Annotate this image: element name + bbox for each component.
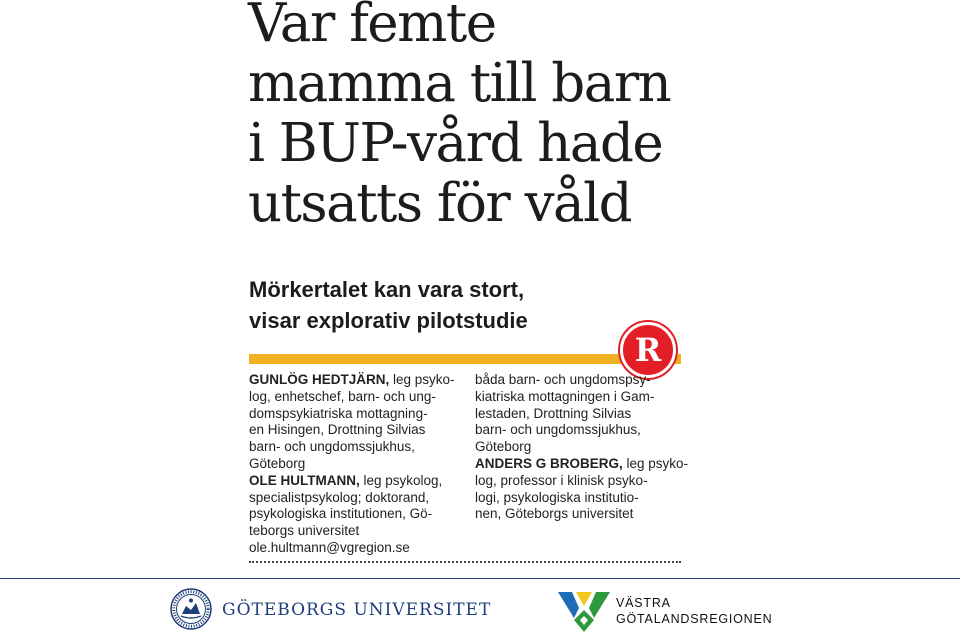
vastra-gotalandsregionen-logo-icon xyxy=(556,588,612,634)
dotted-divider xyxy=(249,561,681,563)
column-text-line xyxy=(475,490,685,507)
author-description: båda barn- och ungdomspsy- xyxy=(475,372,651,387)
column-text-line xyxy=(475,473,685,490)
author-description: leg psyko- xyxy=(389,372,455,387)
column-text-line xyxy=(475,372,685,389)
author-description: leg psyko- xyxy=(622,455,689,471)
author-description: kiatriska mottagningen i Gam- xyxy=(475,388,655,404)
subheadline-line: visar explorativ pilotstudie xyxy=(249,308,528,333)
author-description: log, enhetschef, barn- och ung- xyxy=(249,388,436,404)
author-description: specialistpsykolog; doktorand, xyxy=(249,489,430,505)
author-description: lestaden, Drottning Silvias xyxy=(475,405,632,421)
author-name: OLE HULTMANN, xyxy=(249,472,360,488)
region-name-line: GÖTALANDSREGIONEN xyxy=(616,612,773,626)
headline-line: mamma till barn xyxy=(248,53,671,114)
column-text-line xyxy=(475,439,685,456)
column-text-line xyxy=(249,406,464,423)
article-headline xyxy=(248,0,708,234)
author-description: teborgs universitet xyxy=(249,523,360,539)
author-description: Göteborg xyxy=(475,439,532,455)
badge-letter: R xyxy=(634,331,662,369)
subheadline-line: Mörkertalet kan vara stort, xyxy=(249,277,525,302)
accent-rule xyxy=(249,354,681,364)
footer-divider xyxy=(0,578,960,579)
column-text-line xyxy=(249,372,464,389)
headline-line: i BUP-vård hade xyxy=(248,113,663,174)
author-column-2 xyxy=(475,372,689,523)
author-description: Göteborg xyxy=(249,455,306,471)
author-description: nen, Göteborgs universitet xyxy=(475,506,634,522)
column-text-line xyxy=(249,389,464,406)
author-description: logi, psykologiska institutio- xyxy=(475,489,639,505)
author-name: GUNLÖG HEDTJÄRN, xyxy=(249,372,390,387)
column-text-line xyxy=(475,506,685,523)
column-text-line xyxy=(249,540,464,557)
column-text-line xyxy=(249,523,464,540)
article-subheadline xyxy=(249,274,669,336)
author-description: psykologiska institutionen, Gö- xyxy=(249,506,433,522)
column-text-line xyxy=(475,406,685,423)
column-text-line xyxy=(475,455,689,473)
author-description: barn- och ungdomssjukhus, xyxy=(249,439,415,455)
goteborgs-universitet-seal-icon xyxy=(170,588,212,630)
author-description: ole.hultmann@vgregion.se xyxy=(249,539,410,555)
author-description: barn- och ungdomssjukhus, xyxy=(475,422,641,438)
column-text-line xyxy=(475,422,685,439)
author-name: ANDERS G BROBERG, xyxy=(475,455,623,471)
column-text-line xyxy=(475,389,685,406)
column-text-line xyxy=(249,506,464,523)
author-description: en Hisingen, Drottning Silvias xyxy=(249,422,426,438)
headline-line: Var femte xyxy=(248,0,496,54)
university-name: GÖTEBORGS UNIVERSITET xyxy=(222,600,492,620)
column-text-line xyxy=(249,422,464,439)
column-text-line xyxy=(249,490,464,507)
column-text-line xyxy=(249,456,464,473)
region-name xyxy=(616,595,772,627)
region-name-line: VÄSTRA xyxy=(616,596,671,610)
headline-line: utsatts för våld xyxy=(248,173,631,234)
column-text-line xyxy=(249,473,464,490)
author-column-1 xyxy=(249,372,464,557)
author-description: leg psykolog, xyxy=(359,472,443,488)
author-description: domspsykiatriska mottagning- xyxy=(249,405,428,421)
author-description: log, professor i klinisk psyko- xyxy=(475,472,648,488)
r-badge-icon xyxy=(620,322,676,378)
column-text-line xyxy=(249,439,464,456)
